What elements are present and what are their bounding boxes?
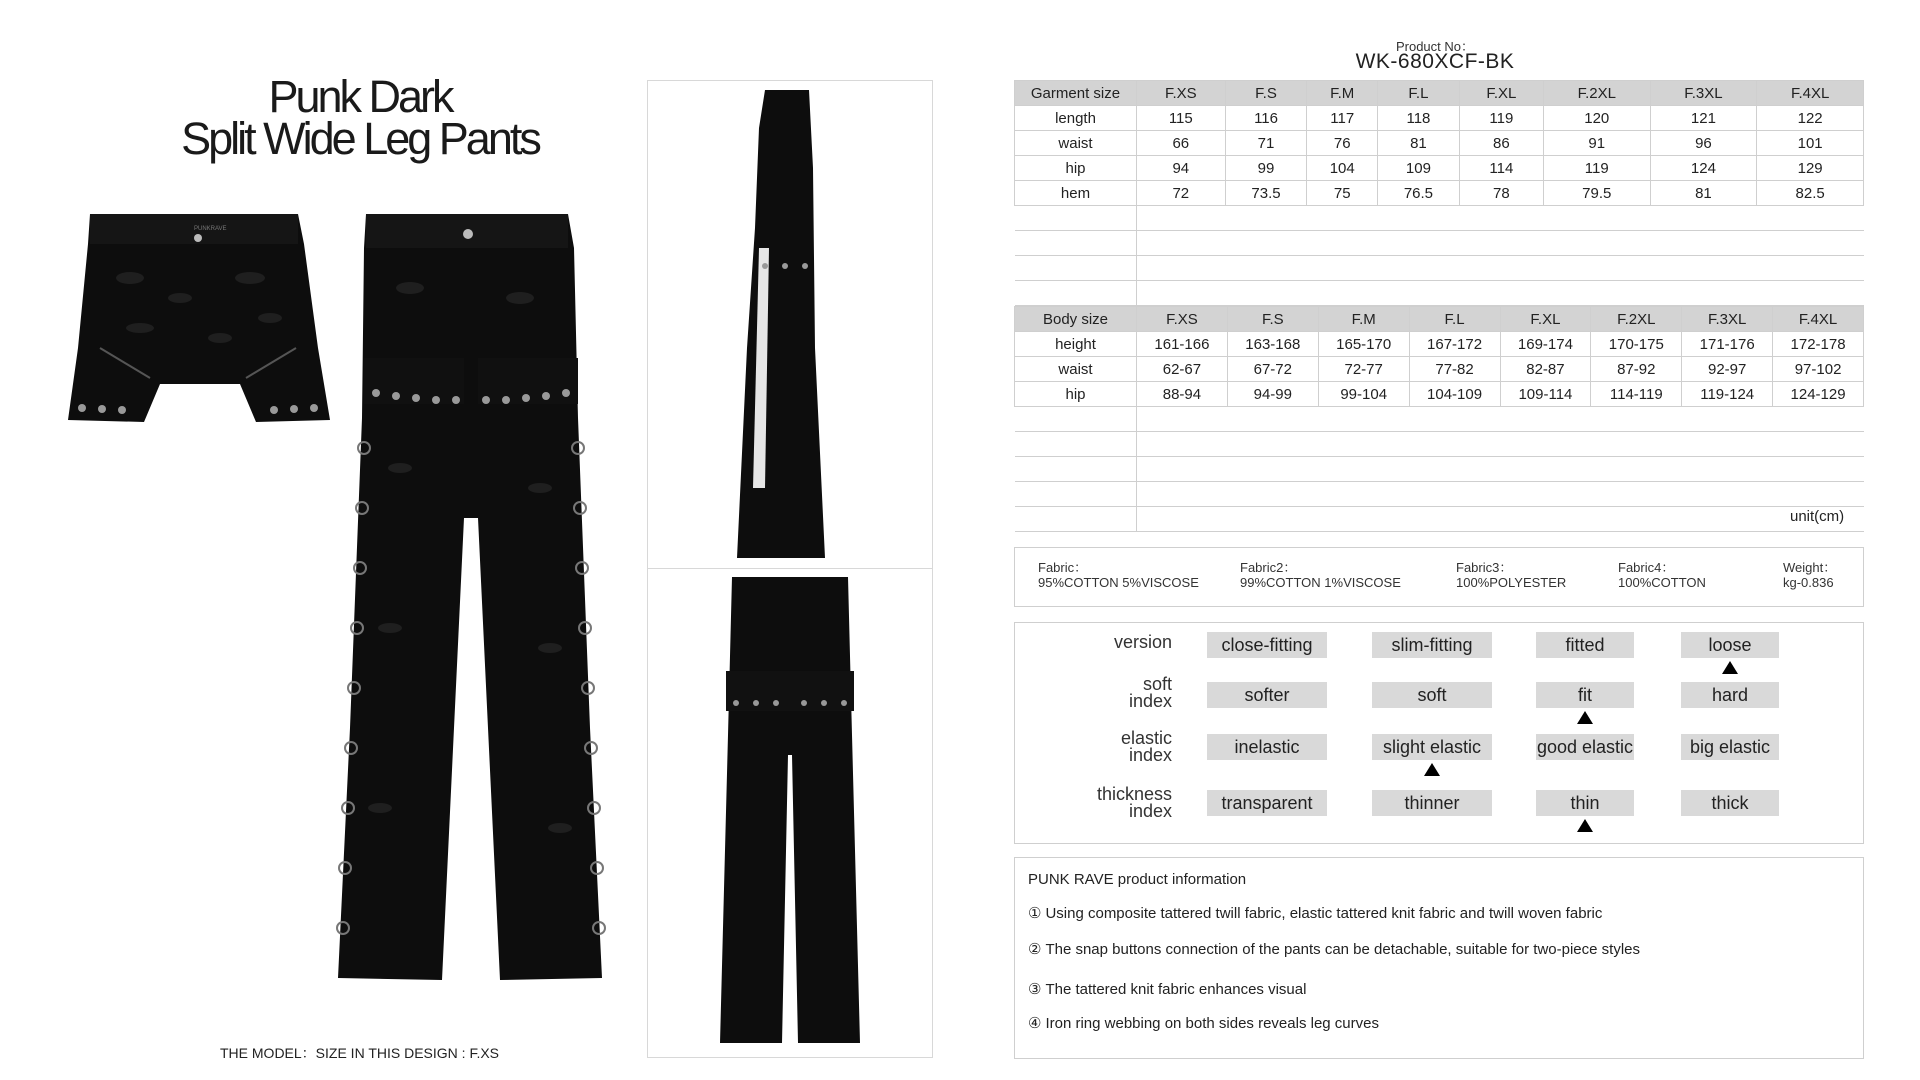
soft-option-soft: soft: [1372, 682, 1492, 708]
table-cell: 87-92: [1591, 357, 1682, 382]
table-cell: 119: [1543, 156, 1650, 181]
product-title: [150, 71, 570, 164]
table-cell: 94-99: [1227, 382, 1318, 407]
shorts-brand-label: PUNKRAVE: [194, 226, 227, 232]
table-cell: 94: [1137, 156, 1226, 181]
fabric-3-value: 100%POLYESTER: [1456, 575, 1567, 590]
header-cell: Body size: [1015, 307, 1137, 332]
version-option-fitted: fitted: [1536, 632, 1634, 658]
table-row: [1015, 181, 1864, 206]
table-cell: 71: [1225, 131, 1307, 156]
table-cell: 115: [1137, 106, 1226, 131]
table-cell: 75: [1307, 181, 1378, 206]
empty-row: [1015, 256, 1864, 281]
header-cell: F.M: [1318, 307, 1409, 332]
header-cell: F.3XL: [1650, 81, 1757, 106]
table-cell: 114-119: [1591, 382, 1682, 407]
fabric-4-label: Fabric4：: [1618, 560, 1675, 575]
elastic-selected-marker-icon: [1424, 763, 1440, 776]
soft-option-fit: fit: [1536, 682, 1634, 708]
table-cell: 170-175: [1591, 332, 1682, 357]
thickness-option-thin: thin: [1536, 790, 1634, 816]
soft-index-label: [1052, 676, 1172, 710]
table-cell: 120: [1543, 106, 1650, 131]
table-cell: 96: [1650, 131, 1757, 156]
header-cell: F.XL: [1500, 307, 1591, 332]
shorts-photo: [60, 208, 340, 448]
elastic-index-label: [1052, 730, 1172, 764]
title-line-1: Punk Dark: [268, 71, 452, 122]
pants-back-photo: [700, 575, 880, 1045]
fabric-2-value: 99%COTTON 1%VISCOSE: [1240, 575, 1401, 590]
table-cell: 67-72: [1227, 357, 1318, 382]
table-cell: 109: [1378, 156, 1460, 181]
info-item: [1028, 940, 1640, 958]
info-item-text: Iron ring webbing on both sides reveals leg curves: [1045, 1015, 1379, 1032]
header-cell: F.XL: [1459, 81, 1543, 106]
empty-cell: [1137, 482, 1864, 507]
thickness-option-transparent: transparent: [1207, 790, 1327, 816]
elastic-index-label-line-1: elastic: [1120, 728, 1172, 748]
header-cell: F.S: [1225, 81, 1307, 106]
info-item: [1028, 904, 1602, 922]
version-selected-marker-icon: [1722, 661, 1738, 674]
table-cell: 165-170: [1318, 332, 1409, 357]
version-label-text: version: [1113, 632, 1172, 652]
thickness-selected-marker-icon: [1577, 819, 1593, 832]
empty-cell: [1137, 432, 1864, 457]
table-cell: 161-166: [1137, 332, 1228, 357]
weight-label: Weight：: [1783, 560, 1837, 575]
elastic-option-good-elastic: good elastic: [1536, 734, 1634, 760]
table-cell: 91: [1543, 131, 1650, 156]
fabric-2: [1240, 560, 1401, 590]
table-cell: 92-97: [1682, 357, 1773, 382]
header-cell: F.XS: [1137, 307, 1228, 332]
empty-cell: [1137, 457, 1864, 482]
row-label: hip: [1015, 156, 1137, 181]
header-cell: F.M: [1307, 81, 1378, 106]
table-cell: 73.5: [1225, 181, 1307, 206]
table-cell: 129: [1757, 156, 1864, 181]
empty-row: [1015, 206, 1864, 231]
thickness-option-thinner: thinner: [1372, 790, 1492, 816]
empty-cell: [1015, 457, 1137, 482]
empty-row: [1015, 432, 1864, 457]
empty-cell: [1015, 256, 1137, 281]
table-cell: 101: [1757, 131, 1864, 156]
empty-row: [1015, 482, 1864, 507]
version-option-loose: loose: [1681, 632, 1779, 658]
header-cell: F.XS: [1137, 81, 1226, 106]
table-cell: 167-172: [1409, 332, 1500, 357]
empty-cell: [1137, 407, 1864, 432]
thickness-index-label: [1052, 786, 1172, 820]
table-cell: 79.5: [1543, 181, 1650, 206]
elastic-option-inelastic: inelastic: [1207, 734, 1327, 760]
info-item-number: ①: [1028, 905, 1042, 922]
table-row: [1015, 357, 1864, 382]
table-cell: 81: [1650, 181, 1757, 206]
table-cell: 104: [1307, 156, 1378, 181]
empty-cell: [1015, 281, 1137, 306]
unit-label: unit(cm): [1790, 508, 1845, 525]
table-cell: 72: [1137, 181, 1226, 206]
row-label: hip: [1015, 382, 1137, 407]
info-item: [1028, 980, 1306, 998]
version-label: [1052, 634, 1172, 651]
table-cell: 72-77: [1318, 357, 1409, 382]
info-item-number: ③: [1028, 981, 1042, 998]
table-cell: 169-174: [1500, 332, 1591, 357]
title-line-2: Split Wide Leg Pants: [181, 113, 539, 164]
weight: [1783, 560, 1836, 590]
table-cell: 117: [1307, 106, 1378, 131]
table-cell: 99-104: [1318, 382, 1409, 407]
fabric-1-label: Fabric：: [1038, 560, 1088, 575]
info-item: [1028, 1014, 1379, 1032]
thickness-index-label-line-1: thickness: [1096, 784, 1172, 804]
table-cell: 77-82: [1409, 357, 1500, 382]
fabric-1: [1038, 560, 1199, 590]
weight-value: kg-0.836: [1783, 575, 1834, 590]
table-cell: 86: [1459, 131, 1543, 156]
garment-table-header: [1015, 81, 1864, 106]
row-label: waist: [1015, 131, 1137, 156]
empty-cell: [1015, 432, 1137, 457]
body-size-table: [1014, 306, 1864, 532]
product-number: WK-680XCF-BK: [1355, 50, 1515, 73]
table-cell: 122: [1757, 106, 1864, 131]
header-cell: F.L: [1409, 307, 1500, 332]
table-cell: 121: [1650, 106, 1757, 131]
info-item-text: The tattered knit fabric enhances visual: [1045, 981, 1307, 998]
empty-row: [1015, 507, 1864, 532]
soft-option-softer: softer: [1207, 682, 1327, 708]
empty-cell: [1137, 206, 1864, 231]
table-cell: 119: [1459, 106, 1543, 131]
header-cell: F.3XL: [1682, 307, 1773, 332]
table-cell: 76: [1307, 131, 1378, 156]
table-cell: 78: [1459, 181, 1543, 206]
fabric-1-value: 95%COTTON 5%VISCOSE: [1038, 575, 1199, 590]
table-cell: 76.5: [1378, 181, 1460, 206]
empty-row: [1015, 281, 1864, 306]
empty-cell: [1137, 256, 1864, 281]
table-cell: 97-102: [1773, 357, 1864, 382]
empty-row: [1015, 457, 1864, 482]
info-item-text: Using composite tattered twill fabric, elastic tattered knit fabric and twill woven fabric: [1045, 905, 1603, 922]
soft-index-label-line-1: soft: [1142, 674, 1172, 694]
thickness-option-thick: thick: [1681, 790, 1779, 816]
empty-cell: [1015, 507, 1137, 532]
table-cell: 109-114: [1500, 382, 1591, 407]
table-cell: 119-124: [1682, 382, 1773, 407]
garment-size-table: [1014, 80, 1864, 306]
table-cell: 99: [1225, 156, 1307, 181]
empty-cell: [1137, 507, 1864, 532]
table-row: [1015, 131, 1864, 156]
product-info-title: PUNK RAVE product information: [1028, 871, 1247, 888]
table-cell: 124-129: [1773, 382, 1864, 407]
row-label: length: [1015, 106, 1137, 131]
fabric-4: [1618, 560, 1706, 590]
model-size-note: THE MODEL：SIZE IN THIS DESIGN : F.XS: [220, 1045, 500, 1061]
panel-divider: [647, 568, 933, 569]
empty-cell: [1137, 281, 1864, 306]
info-item-number: ②: [1028, 941, 1042, 958]
fabric-4-value: 100%COTTON: [1618, 575, 1706, 590]
header-cell: F.S: [1227, 307, 1318, 332]
fabric-3: [1456, 560, 1566, 590]
table-cell: 82-87: [1500, 357, 1591, 382]
header-cell: F.L: [1378, 81, 1460, 106]
thickness-index-label-line-2: index: [1128, 801, 1172, 821]
table-cell: 114: [1459, 156, 1543, 181]
elastic-option-slight-elastic: slight elastic: [1372, 734, 1492, 760]
header-cell: F.4XL: [1757, 81, 1864, 106]
pants-side-photo: [725, 88, 845, 560]
table-cell: 171-176: [1682, 332, 1773, 357]
table-cell: 66: [1137, 131, 1226, 156]
fabric-2-label: Fabric2：: [1240, 560, 1297, 575]
table-row: [1015, 156, 1864, 181]
table-row: [1015, 332, 1864, 357]
pants-front-photo: [330, 208, 610, 988]
table-row: [1015, 382, 1864, 407]
table-cell: 82.5: [1757, 181, 1864, 206]
empty-cell: [1137, 231, 1864, 256]
header-cell: F.2XL: [1543, 81, 1650, 106]
header-cell: Garment size: [1015, 81, 1137, 106]
table-row: [1015, 106, 1864, 131]
row-label: waist: [1015, 357, 1137, 382]
empty-cell: [1015, 482, 1137, 507]
body-table-header: [1015, 307, 1864, 332]
info-item-number: ④: [1028, 1015, 1042, 1032]
empty-row: [1015, 407, 1864, 432]
soft-index-label-line-2: index: [1128, 691, 1172, 711]
table-cell: 62-67: [1137, 357, 1228, 382]
table-cell: 172-178: [1773, 332, 1864, 357]
product-number-label: Product No：: [1395, 39, 1475, 54]
row-label: height: [1015, 332, 1137, 357]
empty-cell: [1015, 231, 1137, 256]
row-label: hem: [1015, 181, 1137, 206]
table-cell: 88-94: [1137, 382, 1228, 407]
version-option-slim-fitting: slim-fitting: [1372, 632, 1492, 658]
table-cell: 104-109: [1409, 382, 1500, 407]
empty-cell: [1015, 206, 1137, 231]
empty-row: [1015, 231, 1864, 256]
header-cell: F.4XL: [1773, 307, 1864, 332]
header-cell: F.2XL: [1591, 307, 1682, 332]
soft-option-hard: hard: [1681, 682, 1779, 708]
elastic-option-big-elastic: big elastic: [1681, 734, 1779, 760]
table-cell: 116: [1225, 106, 1307, 131]
info-item-text: The snap buttons connection of the pants can be detachable, suitable for two-piece styles: [1045, 941, 1640, 958]
table-cell: 124: [1650, 156, 1757, 181]
table-cell: 163-168: [1227, 332, 1318, 357]
version-option-close-fitting: close-fitting: [1207, 632, 1327, 658]
soft-selected-marker-icon: [1577, 711, 1593, 724]
empty-cell: [1015, 407, 1137, 432]
elastic-index-label-line-2: index: [1128, 745, 1172, 765]
fabric-3-label: Fabric3：: [1456, 560, 1513, 575]
table-cell: 81: [1378, 131, 1460, 156]
table-cell: 118: [1378, 106, 1460, 131]
